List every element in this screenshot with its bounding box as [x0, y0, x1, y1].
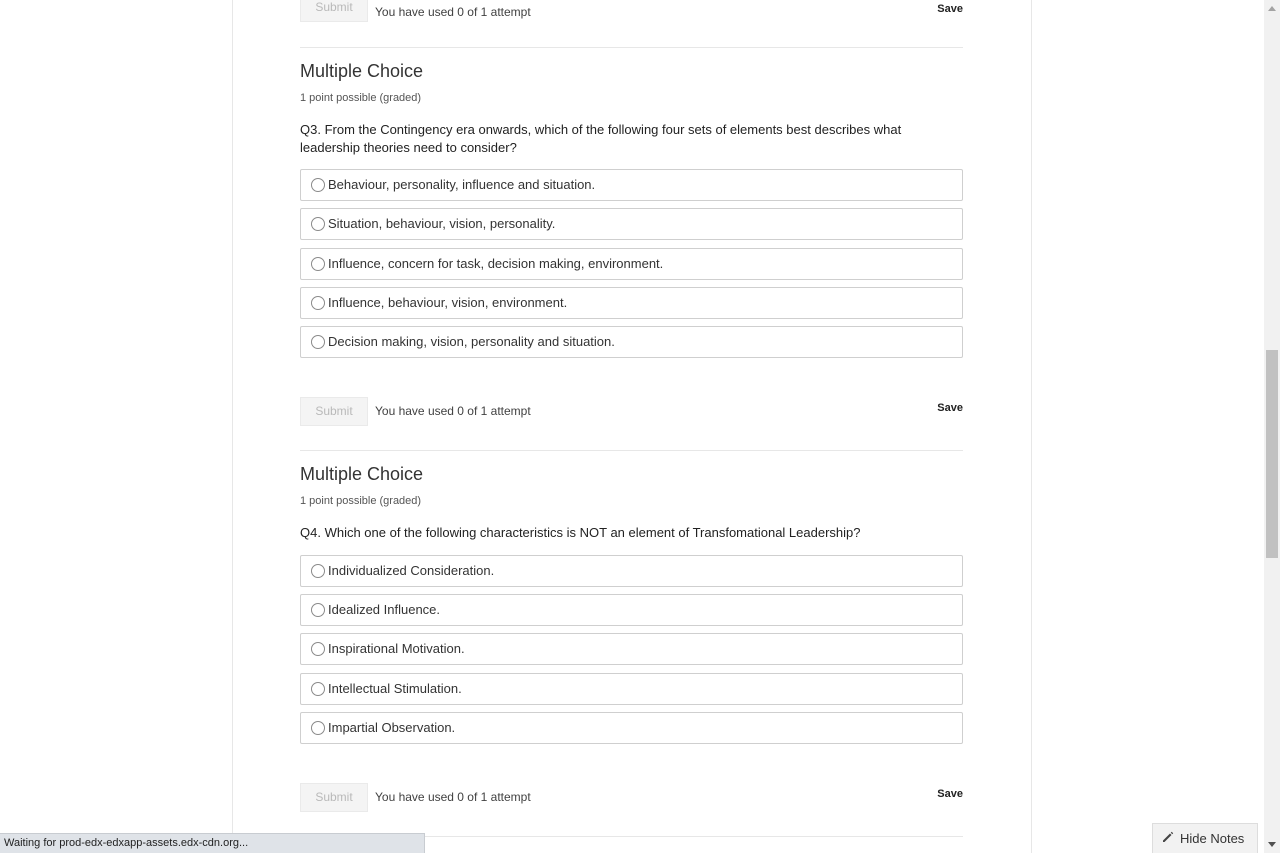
- radio-button[interactable]: [311, 682, 325, 696]
- pencil-icon: [1161, 830, 1175, 844]
- points-possible: 1 point possible (graded): [300, 495, 422, 507]
- option-label[interactable]: Behaviour, personality, influence and situation.: [328, 177, 596, 192]
- attempts-text: You have used 0 of 1 attempt: [375, 404, 531, 418]
- option-label[interactable]: Decision making, vision, personality and situation.: [328, 334, 615, 349]
- problem-title: Multiple Choice: [300, 61, 424, 81]
- radio-button[interactable]: [311, 564, 325, 578]
- vertical-scrollbar[interactable]: [1264, 0, 1280, 853]
- option-label[interactable]: Influence, behaviour, vision, environment.: [328, 295, 568, 310]
- problem-actions-previous: [300, 0, 963, 23]
- attempts-text: You have used 0 of 1 attempt: [375, 5, 531, 19]
- question-text: Q3. From the Contingency era onwards, which of the following four sets of elements best describes what leadership theories need to consider?: [300, 122, 902, 155]
- hide-notes-label: Hide Notes: [1180, 831, 1245, 846]
- answer-option[interactable]: [300, 208, 963, 240]
- radio-button[interactable]: [311, 642, 325, 656]
- question-text: Q4. Which one of the following characteristics is NOT an element of Transfomational Leadership?: [300, 525, 861, 540]
- hide-notes-button[interactable]: [1152, 823, 1258, 853]
- answer-option[interactable]: [300, 326, 963, 358]
- option-label[interactable]: Inspirational Motivation.: [328, 641, 465, 656]
- option-label[interactable]: Intellectual Stimulation.: [328, 681, 462, 696]
- answer-option[interactable]: [300, 633, 963, 665]
- radio-button[interactable]: [311, 721, 325, 735]
- answer-option[interactable]: [300, 169, 963, 201]
- problem-title: Multiple Choice: [300, 464, 424, 484]
- answer-option[interactable]: [300, 673, 963, 705]
- answer-option[interactable]: [300, 712, 963, 744]
- radio-button[interactable]: [311, 603, 325, 617]
- option-label[interactable]: Situation, behaviour, vision, personality.: [328, 216, 556, 231]
- option-label[interactable]: Influence, concern for task, decision making, environment.: [328, 256, 664, 271]
- radio-button[interactable]: [311, 257, 325, 271]
- save-button[interactable]: Save: [937, 788, 963, 800]
- answer-option[interactable]: [300, 555, 963, 587]
- answer-option[interactable]: [300, 594, 963, 626]
- divider: [300, 47, 963, 48]
- option-label[interactable]: Individualized Consideration.: [328, 563, 495, 578]
- submit-button[interactable]: Submit: [300, 783, 368, 812]
- save-button[interactable]: Save: [937, 3, 963, 15]
- scrollbar-thumb[interactable]: [1266, 350, 1278, 558]
- scroll-up-arrow-icon[interactable]: [1264, 0, 1280, 16]
- scroll-down-arrow-icon[interactable]: [1264, 837, 1280, 853]
- radio-button[interactable]: [311, 178, 325, 192]
- problem-actions: [300, 397, 963, 427]
- radio-button[interactable]: [311, 335, 325, 349]
- option-label[interactable]: Idealized Influence.: [328, 602, 441, 617]
- points-possible: 1 point possible (graded): [300, 92, 422, 104]
- attempts-text: You have used 0 of 1 attempt: [375, 790, 531, 804]
- radio-button[interactable]: [311, 296, 325, 310]
- save-button[interactable]: Save: [937, 402, 963, 414]
- browser-status-bar: Waiting for prod-edx-edxapp-assets.edx-cdn.org...: [0, 833, 425, 853]
- submit-button[interactable]: Submit: [300, 0, 368, 22]
- answer-option[interactable]: [300, 248, 963, 280]
- radio-button[interactable]: [311, 217, 325, 231]
- submit-button[interactable]: Submit: [300, 397, 368, 426]
- answer-option[interactable]: [300, 287, 963, 319]
- option-label[interactable]: Impartial Observation.: [328, 720, 456, 735]
- divider: [300, 450, 963, 451]
- problem-actions: [300, 783, 963, 813]
